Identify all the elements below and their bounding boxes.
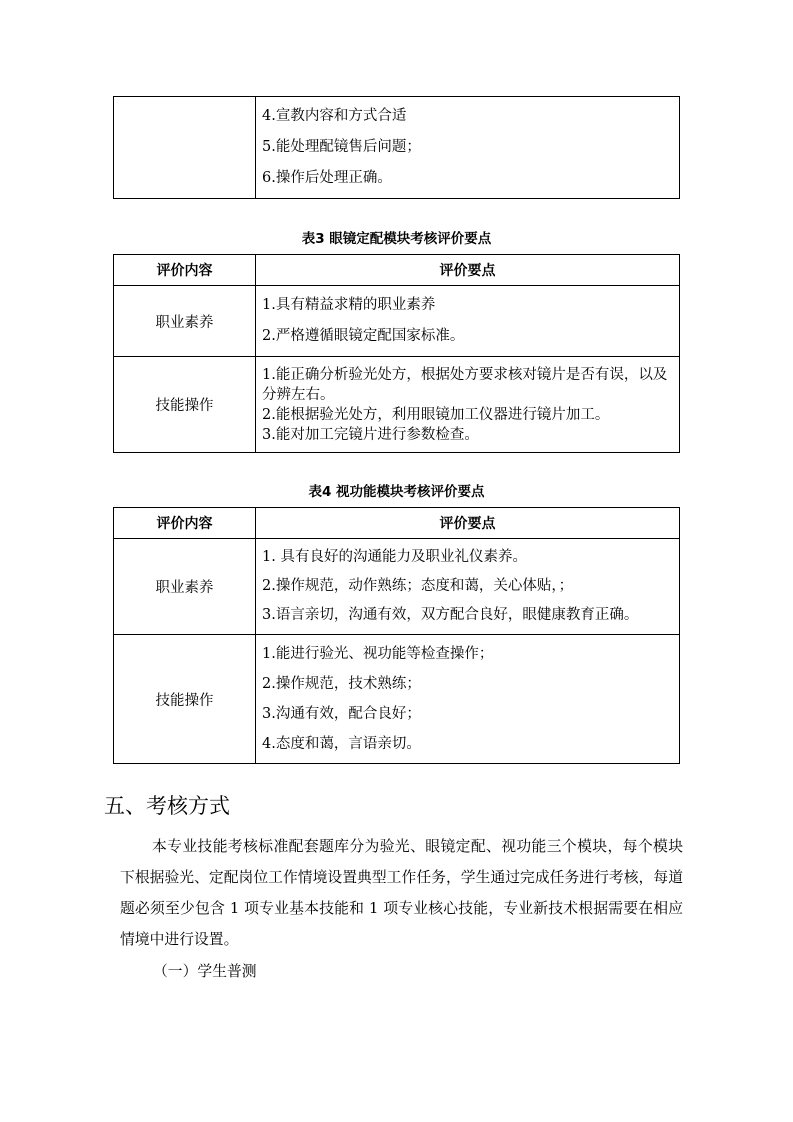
header-content: 评价内容 (114, 255, 256, 286)
point-item: 4.宣教内容和方式合适 (262, 108, 407, 124)
point-item: 1.具有精益求精的职业素养 (262, 297, 436, 313)
table-continuation (113, 96, 680, 199)
points-cell (256, 539, 680, 635)
category-cell: 职业素养 (114, 286, 256, 357)
point-item: 2.严格遵循眼镜定配国家标准。 (262, 328, 465, 344)
table3-caption: 表3 眼镜定配模块考核评价要点 (301, 231, 492, 247)
point-item: 3.沟通有效，配合良好； (262, 706, 421, 722)
point-item: 2.操作规范，动作熟练；态度和蔼，关心体贴，； (262, 578, 574, 594)
table3 (113, 254, 680, 453)
section-subheading: （一）学生普测 (153, 963, 257, 980)
points-cell (256, 97, 680, 199)
section-paragraph: 本专业技能考核标准配套题库分为验光、眼镜定配、视功能三个模块，每个模块下根据验光、定配岗位工作情境设置典型工作任务，学生通过完成任务进行考核，每道题必须至少包含 1 项专业基本技能和 1 项专业核心技能，专业新技术根据需要在相应情境中进行设置。 (120, 838, 683, 948)
table4 (113, 507, 680, 764)
header-content: 评价内容 (114, 508, 256, 539)
points-cell (256, 635, 680, 764)
empty-category-cell (114, 97, 256, 199)
point-item: 1. 具有良好的沟通能力及职业礼仪素养。 (262, 549, 527, 565)
category-cell: 职业素养 (114, 539, 256, 635)
point-item: 2.操作规范，技术熟练； (262, 676, 421, 692)
section-heading: 五、考核方式 (104, 794, 230, 818)
point-item: 1.能正确分析验光处方，根据处方要求核对镜片是否有误，以及分辨左右。 (262, 366, 668, 403)
point-item: 3.能对加工完镜片进行参数检查。 (262, 426, 479, 443)
table4-caption: 表4 视功能模块考核评价要点 (308, 484, 485, 500)
point-item: 6.操作后处理正确。 (262, 170, 392, 186)
category-cell: 技能操作 (114, 357, 256, 453)
point-item: 1.能进行验光、视功能等检查操作； (262, 646, 494, 662)
header-points: 评价要点 (256, 508, 680, 539)
header-points: 评价要点 (256, 255, 680, 286)
points-cell (256, 357, 680, 453)
category-cell: 技能操作 (114, 635, 256, 764)
points-cell (256, 286, 680, 357)
point-item: 2.能根据验光处方，利用眼镜加工仪器进行镜片加工。 (262, 406, 610, 423)
point-item: 3.语言亲切，沟通有效，双方配合良好，眼健康教育正确。 (262, 607, 639, 623)
point-item: 4.态度和蔼，言语亲切。 (262, 736, 421, 752)
point-item: 5.能处理配镜售后问题； (262, 139, 421, 155)
